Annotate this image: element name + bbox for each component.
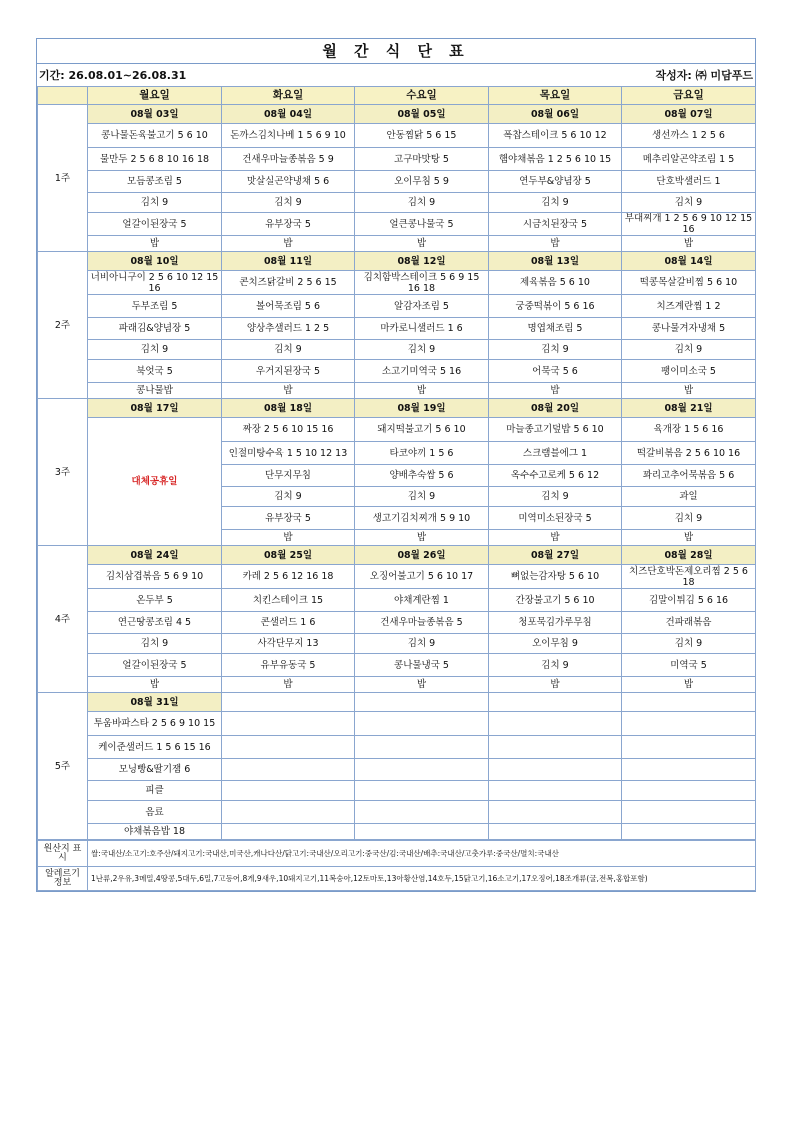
menu-item: 김치 9: [355, 340, 489, 360]
date-cell: 08월 11일: [222, 252, 355, 271]
menu-item: 김치 9: [355, 193, 489, 213]
menu-item: 치즈단호박돈제오리찜 2 5 6 18: [622, 565, 756, 589]
menu-item: 오징어불고기 5 6 10 17: [355, 565, 489, 589]
date-cell: 08월 17일: [88, 399, 222, 418]
menu-item: 어묵국 5 6: [489, 360, 622, 383]
menu-table: [37, 86, 756, 840]
date-cell: [355, 693, 489, 712]
menu-item: 김치 9: [489, 487, 622, 507]
date-cell: 08월 31일: [88, 693, 222, 712]
menu-item: 밥: [88, 677, 222, 693]
menu-item: 카레 2 5 6 12 16 18: [222, 565, 355, 589]
menu-item: 스크램블에그 1: [489, 442, 622, 465]
meta-bar: [37, 64, 755, 86]
menu-row: [38, 236, 756, 252]
day-header: 월요일: [88, 87, 222, 105]
menu-row: [38, 801, 756, 824]
menu-item: 김치 9: [355, 634, 489, 654]
menu-item: 타코야끼 1 5 6: [355, 442, 489, 465]
menu-item: 메추리알곤약조림 1 5: [622, 148, 756, 171]
menu-item: 떡갈비볶음 2 5 6 10 16: [622, 442, 756, 465]
menu-item: 밥: [489, 236, 622, 252]
menu-item: [355, 759, 489, 781]
menu-item: 밥: [355, 236, 489, 252]
menu-item: 연근땅콩조림 4 5: [88, 612, 222, 634]
menu-item: 김치 9: [355, 487, 489, 507]
menu-row: [38, 383, 756, 399]
menu-item: 얼큰콩나물국 5: [355, 213, 489, 236]
menu-item: 과일: [622, 487, 756, 507]
week-label: 4주: [38, 546, 88, 693]
week-label: 1주: [38, 105, 88, 252]
period-label: 기간: 26.08.01~26.08.31: [39, 69, 187, 82]
menu-item: 밥: [222, 530, 355, 546]
menu-row: [38, 677, 756, 693]
menu-row: [38, 712, 756, 736]
menu-item: 모닝빵&딸기잼 6: [88, 759, 222, 781]
menu-item: 콩나물냉국 5: [355, 654, 489, 677]
menu-row: [38, 295, 756, 318]
menu-item: [222, 736, 355, 759]
menu-item: 부대찌개 1 2 5 6 9 10 12 15 16: [622, 213, 756, 236]
menu-item: 김치 9: [489, 193, 622, 213]
menu-item: 너비아니구이 2 5 6 10 12 15 16: [88, 271, 222, 295]
date-cell: 08월 07일: [622, 105, 756, 124]
week-label: 5주: [38, 693, 88, 840]
menu-row: [38, 318, 756, 340]
menu-item: 밥: [355, 530, 489, 546]
menu-item: [489, 801, 622, 824]
menu-row: [38, 271, 756, 295]
menu-item: 콘치즈닭갈비 2 5 6 15: [222, 271, 355, 295]
menu-item: 안동찜닭 5 6 15: [355, 124, 489, 148]
menu-item: 우거지된장국 5: [222, 360, 355, 383]
date-cell: 08월 21일: [622, 399, 756, 418]
menu-item: [355, 824, 489, 840]
menu-sheet: [36, 38, 756, 892]
date-row: [38, 399, 756, 418]
menu-item: 단호박샐러드 1: [622, 171, 756, 193]
menu-row: [38, 759, 756, 781]
date-cell: 08월 10일: [88, 252, 222, 271]
week-label: 2주: [38, 252, 88, 399]
menu-item: 밥: [489, 677, 622, 693]
date-cell: [489, 693, 622, 712]
day-header: 화요일: [222, 87, 355, 105]
date-row: [38, 105, 756, 124]
menu-item: [222, 801, 355, 824]
menu-item: 사각단무지 13: [222, 634, 355, 654]
date-cell: 08월 26일: [355, 546, 489, 565]
menu-item: 꽈리고추어묵볶음 5 6: [622, 465, 756, 487]
date-cell: [222, 693, 355, 712]
menu-item: 옥수수고로케 5 6 12: [489, 465, 622, 487]
menu-row: [38, 340, 756, 360]
date-cell: 08월 05일: [355, 105, 489, 124]
menu-item: 콩나물밥: [88, 383, 222, 399]
holiday-cell: 대체공휴일: [88, 418, 222, 546]
menu-item: 음료: [88, 801, 222, 824]
date-cell: 08월 24일: [88, 546, 222, 565]
author-label: 작성자: ㈜ 미담푸드: [655, 69, 753, 82]
menu-item: [489, 824, 622, 840]
menu-item: [355, 801, 489, 824]
day-header-row: [38, 87, 756, 105]
menu-item: 야채계란찜 1: [355, 589, 489, 612]
date-cell: 08월 12일: [355, 252, 489, 271]
date-cell: 08월 03일: [88, 105, 222, 124]
corner-cell: [38, 87, 88, 105]
menu-item: 단무지무침: [222, 465, 355, 487]
date-cell: 08월 06일: [489, 105, 622, 124]
menu-row: [38, 654, 756, 677]
menu-item: 케이준샐러드 1 5 6 15 16: [88, 736, 222, 759]
menu-row: [38, 589, 756, 612]
menu-item: [489, 759, 622, 781]
menu-item: 제육볶음 5 6 10: [489, 271, 622, 295]
menu-row: [38, 612, 756, 634]
menu-item: 생고기김치찌개 5 9 10: [355, 507, 489, 530]
menu-item: 콩나물겨자냉채 5: [622, 318, 756, 340]
allergy-text: 1난류,2우유,3메밀,4땅콩,5대두,6밀,7고등어,8게,9새우,10돼지고기,11복숭아,12토마토,13아황산염,14호두,15닭고기,16소고기,17오징어,18조개류(굴,전복,홍합포함): [88, 867, 756, 891]
date-row: [38, 693, 756, 712]
menu-item: 유부유동국 5: [222, 654, 355, 677]
page-title: 월 간 식 단 표: [37, 39, 755, 64]
menu-item: 밥: [622, 677, 756, 693]
menu-item: 콘샐러드 1 6: [222, 612, 355, 634]
menu-item: 밥: [222, 383, 355, 399]
menu-item: 햄야채볶음 1 2 5 6 10 15: [489, 148, 622, 171]
menu-row: [38, 213, 756, 236]
menu-item: [222, 824, 355, 840]
menu-item: [355, 781, 489, 801]
menu-item: 궁중떡볶이 5 6 16: [489, 295, 622, 318]
menu-item: [222, 781, 355, 801]
menu-item: [489, 736, 622, 759]
menu-item: 육개장 1 5 6 16: [622, 418, 756, 442]
menu-item: 두부조림 5: [88, 295, 222, 318]
date-cell: 08월 25일: [222, 546, 355, 565]
menu-item: 양배추숙쌈 5 6: [355, 465, 489, 487]
menu-item: 파래김&양념장 5: [88, 318, 222, 340]
menu-item: [222, 712, 355, 736]
origin-label: 원산지 표시: [38, 841, 88, 867]
footer-table: [37, 840, 756, 891]
menu-item: 김치 9: [489, 340, 622, 360]
menu-item: 밥: [355, 383, 489, 399]
menu-row: [38, 418, 756, 442]
menu-item: 건새우마늘종볶음 5 9: [222, 148, 355, 171]
menu-item: 간장불고기 5 6 10: [489, 589, 622, 612]
menu-item: 마카로니샐러드 1 6: [355, 318, 489, 340]
menu-item: 유부장국 5: [222, 213, 355, 236]
day-header: 금요일: [622, 87, 756, 105]
menu-item: 김치 9: [222, 487, 355, 507]
menu-item: 고구마맛탕 5: [355, 148, 489, 171]
menu-item: 명엽채조림 5: [489, 318, 622, 340]
menu-item: 투움바파스타 2 5 6 9 10 15: [88, 712, 222, 736]
menu-item: 밥: [355, 677, 489, 693]
menu-item: 밥: [222, 677, 355, 693]
menu-item: [222, 759, 355, 781]
menu-item: 김치 9: [622, 193, 756, 213]
date-cell: 08월 18일: [222, 399, 355, 418]
menu-item: 모듬콩조림 5: [88, 171, 222, 193]
menu-item: 김치 9: [88, 340, 222, 360]
menu-item: 짜장 2 5 6 10 15 16: [222, 418, 355, 442]
menu-item: 치즈계란찜 1 2: [622, 295, 756, 318]
menu-row: [38, 171, 756, 193]
menu-row: [38, 781, 756, 801]
menu-item: 생선까스 1 2 5 6: [622, 124, 756, 148]
menu-item: [622, 759, 756, 781]
menu-item: 밥: [88, 236, 222, 252]
menu-row: [38, 148, 756, 171]
menu-item: 김치 9: [222, 340, 355, 360]
date-cell: 08월 27일: [489, 546, 622, 565]
menu-item: 김치삼겹볶음 5 6 9 10: [88, 565, 222, 589]
menu-item: [622, 736, 756, 759]
menu-item: [622, 781, 756, 801]
menu-item: [355, 736, 489, 759]
menu-item: 김말이튀김 5 6 16: [622, 589, 756, 612]
menu-item: 김치 9: [622, 507, 756, 530]
date-cell: [622, 693, 756, 712]
menu-item: 얼갈이된장국 5: [88, 213, 222, 236]
menu-item: 밥: [489, 383, 622, 399]
menu-row: [38, 634, 756, 654]
menu-item: 밥: [489, 530, 622, 546]
menu-item: [489, 781, 622, 801]
date-cell: 08월 14일: [622, 252, 756, 271]
menu-row: [38, 124, 756, 148]
menu-row: [38, 360, 756, 383]
menu-item: 북엇국 5: [88, 360, 222, 383]
menu-item: 밥: [622, 530, 756, 546]
menu-item: 밥: [222, 236, 355, 252]
menu-item: 온두부 5: [88, 589, 222, 612]
menu-item: 김치함박스테이크 5 6 9 15 16 18: [355, 271, 489, 295]
menu-row: [38, 824, 756, 840]
menu-item: 물만두 2 5 6 8 10 16 18: [88, 148, 222, 171]
menu-item: 인절미탕수육 1 5 10 12 13: [222, 442, 355, 465]
menu-item: 밥: [622, 383, 756, 399]
week-label: 3주: [38, 399, 88, 546]
menu-item: 김치 9: [489, 654, 622, 677]
menu-item: 건새우마늘종볶음 5: [355, 612, 489, 634]
menu-item: 떡콩목살갈비찜 5 6 10: [622, 271, 756, 295]
date-row: [38, 546, 756, 565]
menu-item: 맛살실곤약냉채 5 6: [222, 171, 355, 193]
menu-item: 얼갈이된장국 5: [88, 654, 222, 677]
menu-item: 건파래볶음: [622, 612, 756, 634]
date-cell: 08월 19일: [355, 399, 489, 418]
menu-item: 야채볶음밥 18: [88, 824, 222, 840]
menu-item: 김치 9: [88, 193, 222, 213]
menu-item: 밥: [622, 236, 756, 252]
menu-item: [622, 712, 756, 736]
menu-item: 청포묵김가루무침: [489, 612, 622, 634]
menu-item: 콩나물돈육불고기 5 6 10: [88, 124, 222, 148]
menu-item: 폭찹스테이크 5 6 10 12: [489, 124, 622, 148]
menu-item: 오이무침 9: [489, 634, 622, 654]
day-header: 수요일: [355, 87, 489, 105]
menu-item: 피클: [88, 781, 222, 801]
menu-row: [38, 565, 756, 589]
menu-item: [489, 712, 622, 736]
date-cell: 08월 04일: [222, 105, 355, 124]
origin-text: 쌀:국내산/소고기:호주산/돼지고기:국내산,미국산,캐나다산/닭고기:국내산/오리고기:중국산/김:국내산/배추:국내산/고춧가루:중국산/멸치:국내산: [88, 841, 756, 867]
menu-row: [38, 736, 756, 759]
menu-item: 김치 9: [622, 340, 756, 360]
menu-item: 돈까스김치나베 1 5 6 9 10: [222, 124, 355, 148]
menu-item: 연두부&양념장 5: [489, 171, 622, 193]
menu-item: 마늘종고기덮밥 5 6 10: [489, 418, 622, 442]
menu-item: 양상추샐러드 1 2 5: [222, 318, 355, 340]
menu-item: 유부장국 5: [222, 507, 355, 530]
menu-item: 시금치된장국 5: [489, 213, 622, 236]
menu-item: 치킨스테이크 15: [222, 589, 355, 612]
menu-item: 볼어묵조림 5 6: [222, 295, 355, 318]
date-row: [38, 252, 756, 271]
menu-item: [622, 801, 756, 824]
date-cell: 08월 20일: [489, 399, 622, 418]
menu-item: 팽이미소국 5: [622, 360, 756, 383]
menu-item: 돼지떡불고기 5 6 10: [355, 418, 489, 442]
menu-row: [38, 193, 756, 213]
menu-item: 미역국 5: [622, 654, 756, 677]
day-header: 목요일: [489, 87, 622, 105]
menu-item: 뼈없는감자탕 5 6 10: [489, 565, 622, 589]
menu-item: 김치 9: [222, 193, 355, 213]
menu-item: 알감자조림 5: [355, 295, 489, 318]
menu-item: 김치 9: [88, 634, 222, 654]
date-cell: 08월 13일: [489, 252, 622, 271]
date-cell: 08월 28일: [622, 546, 756, 565]
menu-item: 김치 9: [622, 634, 756, 654]
menu-item: [355, 712, 489, 736]
menu-item: 미역미소된장국 5: [489, 507, 622, 530]
menu-item: 소고기미역국 5 16: [355, 360, 489, 383]
menu-item: 오이무침 5 9: [355, 171, 489, 193]
menu-item: [622, 824, 756, 840]
allergy-label: 알레르기 정보: [38, 867, 88, 891]
